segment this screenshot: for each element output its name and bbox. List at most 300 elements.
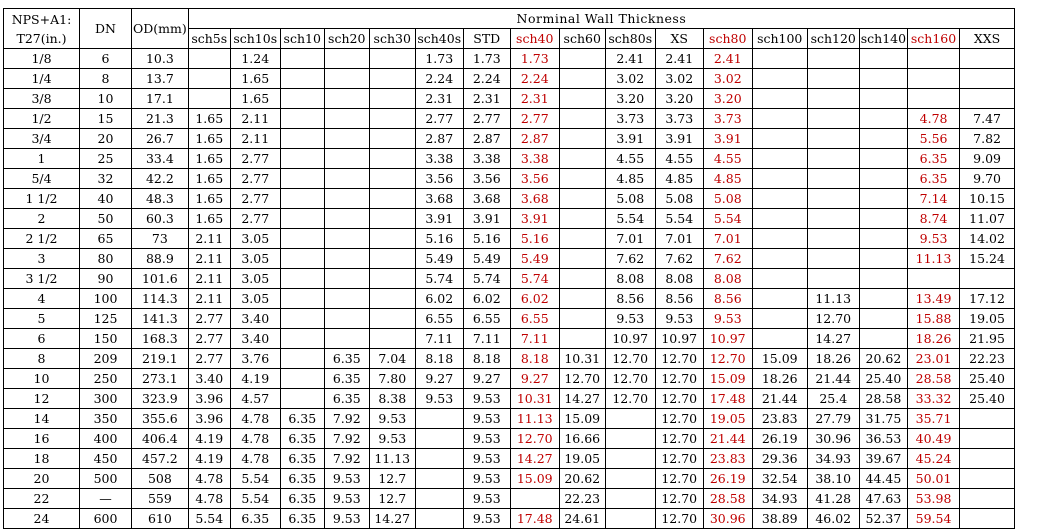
thickness-cell: 2.41 [703,49,752,69]
thickness-cell: 7.62 [703,249,752,269]
thickness-cell [369,49,415,69]
thickness-cell: 1.65 [188,209,230,229]
thickness-cell: 7.92 [324,429,369,449]
thickness-cell [559,49,605,69]
thickness-cell: 5.54 [605,209,655,229]
thickness-cell: 3.73 [605,109,655,129]
thickness-cell [415,429,463,449]
thickness-cell: 9.53 [463,409,510,429]
thickness-cell: 12.7 [369,489,415,509]
thickness-cell: 3.73 [655,109,703,129]
nps-cell: 1 [4,149,80,169]
od-cell: 26.7 [132,129,189,149]
thickness-cell [807,69,859,89]
table-row [4,389,1015,409]
thickness-cell: 9.53 [324,489,369,509]
thickness-cell: 26.19 [703,469,752,489]
thickness-cell: 4.55 [605,149,655,169]
thickness-cell: 9.53 [463,469,510,489]
thickness-cell [324,209,369,229]
thickness-cell [280,209,324,229]
thickness-cell: 9.53 [463,449,510,469]
nps-cell: 1/8 [4,49,80,69]
thickness-cell: 15.88 [908,309,960,329]
thickness-cell [415,409,463,429]
thickness-cell: 7.62 [605,249,655,269]
thickness-cell: 4.19 [188,429,230,449]
thickness-cell: 7.82 [960,129,1015,149]
thickness-cell: 4.55 [655,149,703,169]
thickness-cell: 15.09 [510,469,559,489]
dn-cell: 6 [80,49,132,69]
thickness-cell: 8.08 [605,269,655,289]
thickness-cell: 31.75 [859,409,907,429]
thickness-cell [960,489,1015,509]
thickness-cell: 8.56 [605,289,655,309]
thickness-cell: 21.44 [807,369,859,389]
thickness-cell: 6.02 [510,289,559,309]
thickness-cell: 7.92 [324,409,369,429]
thickness-cell: 6.55 [463,309,510,329]
thickness-cell: 9.09 [960,149,1015,169]
od-cell: 508 [132,469,189,489]
od-cell: 73 [132,229,189,249]
thickness-cell: 35.71 [908,409,960,429]
table-row [4,169,1015,189]
dn-cell: 20 [80,129,132,149]
thickness-cell: 4.85 [605,169,655,189]
dn-cell: 500 [80,469,132,489]
thickness-cell [369,249,415,269]
nps-cell: 4 [4,289,80,309]
od-cell: 21.3 [132,109,189,129]
thickness-cell: 2.77 [510,109,559,129]
table-row [4,449,1015,469]
thickness-cell: 9.53 [415,389,463,409]
thickness-cell: 5.54 [230,489,280,509]
thickness-cell [324,89,369,109]
thickness-cell: 9.27 [510,369,559,389]
schedule-header-xxs: XXS [960,29,1015,49]
nps-cell: 24 [4,509,80,529]
schedule-header-sch20: sch20 [324,29,369,49]
thickness-cell [807,89,859,109]
thickness-cell: 2.11 [188,289,230,309]
thickness-cell [807,209,859,229]
thickness-cell: 1.65 [230,69,280,89]
thickness-cell: 10.31 [510,389,559,409]
thickness-cell [807,109,859,129]
thickness-cell: 7.80 [369,369,415,389]
thickness-cell [752,249,807,269]
thickness-cell [859,309,907,329]
thickness-cell: 53.98 [908,489,960,509]
od-header: OD(mm) [132,9,189,49]
thickness-cell: 18.26 [807,349,859,369]
thickness-cell: 3.68 [510,189,559,209]
od-cell: 457.2 [132,449,189,469]
thickness-cell: 3.91 [655,129,703,149]
thickness-cell: 15.09 [752,349,807,369]
dn-cell: 65 [80,229,132,249]
thickness-cell: 5.16 [510,229,559,249]
thickness-cell [752,289,807,309]
thickness-cell: 9.53 [324,469,369,489]
thickness-cell: 4.57 [230,389,280,409]
thickness-cell: 14.27 [369,509,415,529]
thickness-cell [807,49,859,69]
thickness-cell [752,309,807,329]
thickness-cell: 11.13 [369,449,415,469]
thickness-cell: 20.62 [859,349,907,369]
thickness-cell [559,209,605,229]
table-row [4,429,1015,449]
nps-cell: 2 [4,209,80,229]
thickness-cell: 20.62 [559,469,605,489]
thickness-cell [280,49,324,69]
thickness-cell: 11.07 [960,209,1015,229]
thickness-cell [859,129,907,149]
thickness-cell: 6.35 [908,169,960,189]
thickness-cell: 14.27 [807,329,859,349]
thickness-cell [859,269,907,289]
thickness-cell [280,289,324,309]
dn-cell: 10 [80,89,132,109]
dn-cell: 80 [80,249,132,269]
thickness-cell: 25.40 [960,369,1015,389]
thickness-cell: 4.78 [188,489,230,509]
nps-cell: 5 [4,309,80,329]
thickness-cell: 38.89 [752,509,807,529]
thickness-cell: 12.70 [605,389,655,409]
table-row [4,229,1015,249]
thickness-cell: 18.26 [752,369,807,389]
thickness-cell: 32.54 [752,469,807,489]
table-row [4,49,1015,69]
thickness-cell [960,409,1015,429]
thickness-cell [960,69,1015,89]
table-row [4,309,1015,329]
od-cell: 141.3 [132,309,189,329]
thickness-cell: 2.11 [230,109,280,129]
thickness-cell [807,129,859,149]
thickness-cell: 11.13 [807,289,859,309]
table-row [4,189,1015,209]
od-cell: 60.3 [132,209,189,229]
thickness-cell: 8.08 [655,269,703,289]
table-row [4,209,1015,229]
od-cell: 13.7 [132,69,189,89]
thickness-cell: 19.05 [703,409,752,429]
thickness-cell: 9.53 [655,309,703,329]
thickness-cell [605,469,655,489]
dn-cell: 400 [80,429,132,449]
thickness-cell: 5.16 [415,229,463,249]
dn-cell: 40 [80,189,132,209]
thickness-cell [369,149,415,169]
thickness-cell: 1.24 [230,49,280,69]
thickness-cell [324,289,369,309]
thickness-cell: 3.38 [510,149,559,169]
header-row-title [4,9,1015,29]
table-row [4,369,1015,389]
thickness-cell: 10.31 [559,349,605,369]
thickness-cell: 28.58 [703,489,752,509]
thickness-cell: 3.91 [703,129,752,149]
thickness-cell [960,449,1015,469]
thickness-cell: 8.18 [510,349,559,369]
thickness-cell [369,89,415,109]
thickness-cell [960,429,1015,449]
thickness-cell: 4.78 [230,449,280,469]
thickness-cell: 1.73 [510,49,559,69]
thickness-cell: 7.01 [655,229,703,249]
table-row [4,349,1015,369]
thickness-cell: 2.77 [463,109,510,129]
thickness-cell: 7.01 [605,229,655,249]
schedule-header-sch80s: sch80s [605,29,655,49]
wall-thickness-table [3,8,1015,529]
thickness-cell [807,249,859,269]
nps-cell: 14 [4,409,80,429]
thickness-cell [280,349,324,369]
thickness-cell [280,69,324,89]
thickness-cell: 3.56 [510,169,559,189]
schedule-header-sch10: sch10 [280,29,324,49]
table-row [4,109,1015,129]
thickness-cell [960,49,1015,69]
thickness-cell: 3.02 [605,69,655,89]
od-cell: 273.1 [132,369,189,389]
thickness-cell [415,469,463,489]
thickness-cell: 12.70 [655,349,703,369]
thickness-cell: 2.87 [510,129,559,149]
thickness-cell: 7.62 [655,249,703,269]
schedule-header-sch80: sch80 [703,29,752,49]
nps-cell: 3 1/2 [4,269,80,289]
thickness-cell [415,489,463,509]
thickness-cell: 12.70 [605,349,655,369]
thickness-cell: 9.53 [703,309,752,329]
thickness-cell: 34.93 [752,489,807,509]
thickness-cell [369,209,415,229]
thickness-cell: 4.85 [655,169,703,189]
thickness-cell: 12.70 [510,429,559,449]
thickness-cell: 5.08 [703,189,752,209]
thickness-cell: 9.53 [463,389,510,409]
thickness-cell: 16.66 [559,429,605,449]
thickness-cell: 21.44 [752,389,807,409]
thickness-cell: 26.19 [752,429,807,449]
thickness-cell: 12.70 [655,509,703,529]
thickness-cell: 2.87 [463,129,510,149]
od-cell: 33.4 [132,149,189,169]
thickness-cell: 21.44 [703,429,752,449]
thickness-cell: 3.91 [415,209,463,229]
thickness-cell: 8.56 [655,289,703,309]
thickness-cell: 5.56 [908,129,960,149]
thickness-cell: 41.28 [807,489,859,509]
thickness-cell: 2.31 [415,89,463,109]
thickness-cell [752,169,807,189]
od-cell: 610 [132,509,189,529]
thickness-cell [369,309,415,329]
thickness-cell [324,169,369,189]
schedule-header-sch160: sch160 [908,29,960,49]
thickness-cell [605,409,655,429]
thickness-cell: 3.05 [230,229,280,249]
thickness-cell [807,169,859,189]
thickness-cell: 15.24 [960,249,1015,269]
thickness-cell: 34.93 [807,449,859,469]
thickness-cell [188,69,230,89]
dn-header: DN [80,9,132,49]
od-cell: 406.4 [132,429,189,449]
od-cell: 114.3 [132,289,189,309]
thickness-cell [960,509,1015,529]
thickness-cell: 7.11 [463,329,510,349]
thickness-cell: 12.70 [655,369,703,389]
thickness-cell: 3.96 [188,409,230,429]
thickness-cell: 6.35 [230,509,280,529]
thickness-cell: 25.4 [807,389,859,409]
thickness-cell [752,209,807,229]
dn-cell: 209 [80,349,132,369]
thickness-cell: 2.24 [415,69,463,89]
nps-cell: 10 [4,369,80,389]
thickness-cell: 36.53 [859,429,907,449]
nps-cell: 18 [4,449,80,469]
thickness-cell [752,49,807,69]
dn-cell: 350 [80,409,132,429]
thickness-cell [280,109,324,129]
thickness-cell: 9.53 [463,429,510,449]
thickness-cell: 9.53 [369,429,415,449]
thickness-cell: 12.70 [655,489,703,509]
pipe-schedule-chart [3,8,1015,529]
thickness-cell [752,229,807,249]
nps-cell: 2 1/2 [4,229,80,249]
thickness-cell: 3.02 [703,69,752,89]
thickness-cell [752,109,807,129]
thickness-cell [280,309,324,329]
od-cell: 101.6 [132,269,189,289]
thickness-cell: 4.19 [230,369,280,389]
thickness-cell: 3.91 [605,129,655,149]
thickness-cell: 3.40 [230,309,280,329]
thickness-cell [415,449,463,469]
thickness-cell: 2.77 [230,189,280,209]
thickness-cell [559,89,605,109]
od-cell: 168.3 [132,329,189,349]
thickness-cell: 24.61 [559,509,605,529]
nps-cell: 1/2 [4,109,80,129]
thickness-cell [324,189,369,209]
dn-cell: 90 [80,269,132,289]
thickness-cell [859,49,907,69]
table-row [4,509,1015,529]
thickness-cell [324,229,369,249]
thickness-cell: 2.77 [230,149,280,169]
nps-cell: 8 [4,349,80,369]
thickness-cell [859,229,907,249]
thickness-cell [859,149,907,169]
thickness-cell: 12.70 [807,309,859,329]
wall-thickness-title: Norminal Wall Thickness [188,9,1014,29]
thickness-cell: 9.53 [324,509,369,529]
thickness-cell: 2.11 [230,129,280,149]
thickness-cell: 23.83 [703,449,752,469]
thickness-cell: 7.14 [908,189,960,209]
thickness-cell: 5.54 [188,509,230,529]
thickness-cell: 3.76 [230,349,280,369]
thickness-cell [908,89,960,109]
thickness-cell [280,169,324,189]
thickness-cell [369,269,415,289]
thickness-cell: 23.83 [752,409,807,429]
thickness-cell: 3.20 [655,89,703,109]
table-row [4,249,1015,269]
thickness-cell: 3.56 [415,169,463,189]
thickness-cell: 3.68 [415,189,463,209]
thickness-cell: 4.85 [703,169,752,189]
thickness-cell: 39.67 [859,449,907,469]
thickness-cell: 8.74 [908,209,960,229]
thickness-cell [324,49,369,69]
thickness-cell: 10.97 [605,329,655,349]
thickness-cell: 2.87 [415,129,463,149]
thickness-cell: 14.27 [559,389,605,409]
thickness-cell: 2.31 [510,89,559,109]
table-row [4,269,1015,289]
thickness-cell: 28.58 [908,369,960,389]
thickness-cell [859,89,907,109]
thickness-cell: 15.09 [703,369,752,389]
thickness-cell [752,89,807,109]
thickness-cell: 5.49 [463,249,510,269]
schedule-header-sch60: sch60 [559,29,605,49]
thickness-cell [559,169,605,189]
thickness-cell: 6.35 [280,469,324,489]
thickness-cell [280,129,324,149]
table-row [4,69,1015,89]
thickness-cell: 3.38 [415,149,463,169]
nps-cell: 1 1/2 [4,189,80,209]
thickness-cell: 14.27 [510,449,559,469]
thickness-cell [605,449,655,469]
nps-cell: 16 [4,429,80,449]
thickness-cell: 6.35 [280,449,324,469]
thickness-cell [559,109,605,129]
thickness-cell [859,69,907,89]
thickness-cell: 4.78 [908,109,960,129]
thickness-cell [559,129,605,149]
thickness-cell: 12.70 [655,389,703,409]
thickness-cell: 1.65 [188,189,230,209]
thickness-cell: 5.54 [655,209,703,229]
thickness-cell [559,149,605,169]
od-cell: 323.9 [132,389,189,409]
thickness-cell: 30.96 [703,509,752,529]
thickness-cell: 2.77 [230,209,280,229]
thickness-cell: 6.35 [324,369,369,389]
thickness-cell [752,189,807,209]
thickness-cell: 5.49 [415,249,463,269]
od-cell: 17.1 [132,89,189,109]
thickness-cell [859,249,907,269]
thickness-cell: 3.68 [463,189,510,209]
thickness-cell [752,269,807,289]
